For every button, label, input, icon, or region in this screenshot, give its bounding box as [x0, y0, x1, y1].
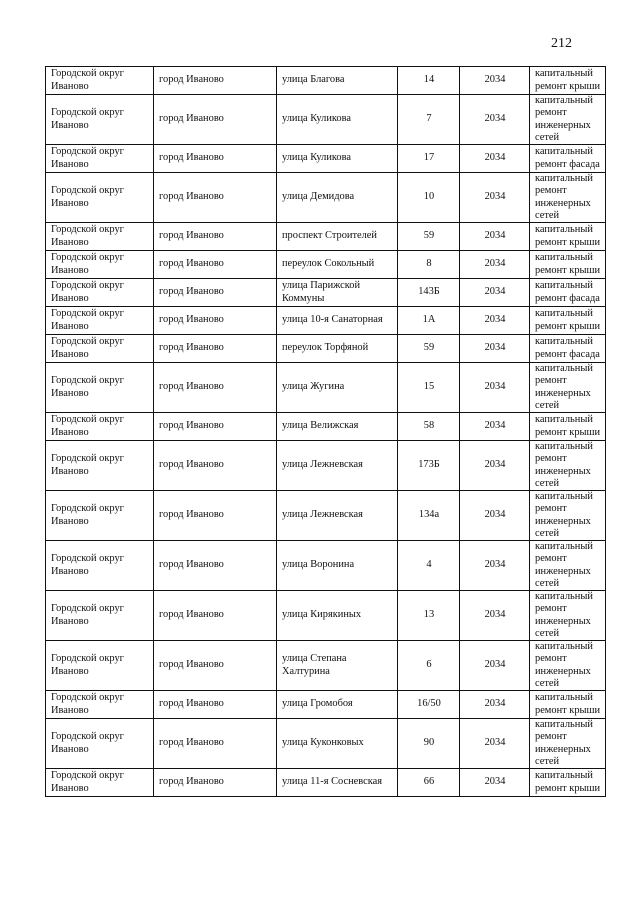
district-cell: Городской округ Иваново [46, 641, 154, 691]
house-number-cell: 58 [398, 413, 460, 441]
work-type-cell: капитальный ремонт инженерных сетей [530, 441, 606, 491]
year-cell: 2034 [460, 413, 530, 441]
work-type-cell: капитальный ремонт крыши [530, 223, 606, 251]
street-cell: улица Куликова [277, 145, 398, 173]
district-cell: Городской округ Иваново [46, 173, 154, 223]
district-cell: Городской округ Иваново [46, 307, 154, 335]
city-cell: город Иваново [154, 279, 277, 307]
house-number-cell: 7 [398, 95, 460, 145]
street-cell: улица Громобоя [277, 691, 398, 719]
city-cell: город Иваново [154, 145, 277, 173]
street-cell: улица Куликова [277, 95, 398, 145]
house-number-cell: 8 [398, 251, 460, 279]
street-cell: улица Лежневская [277, 491, 398, 541]
work-type-cell: капитальный ремонт фасада [530, 335, 606, 363]
street-cell: переулок Торфяной [277, 335, 398, 363]
work-type-cell: капитальный ремонт крыши [530, 769, 606, 797]
table-row [46, 173, 606, 223]
table-body [46, 67, 606, 797]
year-cell: 2034 [460, 641, 530, 691]
street-cell: улица Парижской Коммуны [277, 279, 398, 307]
house-number-cell: 15 [398, 363, 460, 413]
district-cell: Городской округ Иваново [46, 251, 154, 279]
district-cell: Городской округ Иваново [46, 145, 154, 173]
city-cell: город Иваново [154, 691, 277, 719]
street-cell: улица 10-я Санаторная [277, 307, 398, 335]
city-cell: город Иваново [154, 641, 277, 691]
district-cell: Городской округ Иваново [46, 719, 154, 769]
district-cell: Городской округ Иваново [46, 691, 154, 719]
table-row [46, 691, 606, 719]
district-cell: Городской округ Иваново [46, 541, 154, 591]
page-number: 212 [551, 36, 572, 51]
city-cell: город Иваново [154, 413, 277, 441]
year-cell: 2034 [460, 95, 530, 145]
district-cell: Городской округ Иваново [46, 363, 154, 413]
district-cell: Городской округ Иваново [46, 441, 154, 491]
year-cell: 2034 [460, 173, 530, 223]
house-number-cell: 6 [398, 641, 460, 691]
table-row [46, 307, 606, 335]
year-cell: 2034 [460, 363, 530, 413]
city-cell: город Иваново [154, 541, 277, 591]
work-type-cell: капитальный ремонт инженерных сетей [530, 591, 606, 641]
house-number-cell: 1А [398, 307, 460, 335]
house-number-cell: 10 [398, 173, 460, 223]
house-number-cell: 59 [398, 223, 460, 251]
work-type-cell: капитальный ремонт инженерных сетей [530, 363, 606, 413]
table-row [46, 363, 606, 413]
work-type-cell: капитальный ремонт инженерных сетей [530, 541, 606, 591]
street-cell: улица 11-я Сосневская [277, 769, 398, 797]
year-cell: 2034 [460, 335, 530, 363]
work-type-cell: капитальный ремонт крыши [530, 307, 606, 335]
table-row [46, 251, 606, 279]
street-cell: переулок Сокольный [277, 251, 398, 279]
year-cell: 2034 [460, 307, 530, 335]
table-row [46, 95, 606, 145]
year-cell: 2034 [460, 491, 530, 541]
street-cell: проспект Строителей [277, 223, 398, 251]
district-cell: Городской округ Иваново [46, 67, 154, 95]
table-row [46, 441, 606, 491]
year-cell: 2034 [460, 251, 530, 279]
year-cell: 2034 [460, 67, 530, 95]
work-type-cell: капитальный ремонт инженерных сетей [530, 173, 606, 223]
work-type-cell: капитальный ремонт крыши [530, 67, 606, 95]
house-number-cell: 90 [398, 719, 460, 769]
year-cell: 2034 [460, 279, 530, 307]
table-row [46, 541, 606, 591]
district-cell: Городской округ Иваново [46, 591, 154, 641]
district-cell: Городской округ Иваново [46, 491, 154, 541]
street-cell: улица Демидова [277, 173, 398, 223]
work-type-cell: капитальный ремонт крыши [530, 413, 606, 441]
house-number-cell: 173Б [398, 441, 460, 491]
house-number-cell: 143Б [398, 279, 460, 307]
city-cell: город Иваново [154, 441, 277, 491]
table-row [46, 491, 606, 541]
year-cell: 2034 [460, 591, 530, 641]
district-cell: Городской округ Иваново [46, 279, 154, 307]
street-cell: улица Воронина [277, 541, 398, 591]
table-row [46, 769, 606, 797]
house-number-cell: 16/50 [398, 691, 460, 719]
table-row [46, 719, 606, 769]
street-cell: улица Кирякиных [277, 591, 398, 641]
year-cell: 2034 [460, 145, 530, 173]
city-cell: город Иваново [154, 769, 277, 797]
table-row [46, 223, 606, 251]
street-cell: улица Лежневская [277, 441, 398, 491]
table-row [46, 413, 606, 441]
city-cell: город Иваново [154, 591, 277, 641]
city-cell: город Иваново [154, 719, 277, 769]
city-cell: город Иваново [154, 491, 277, 541]
table-row [46, 279, 606, 307]
house-number-cell: 13 [398, 591, 460, 641]
house-number-cell: 59 [398, 335, 460, 363]
house-number-cell: 4 [398, 541, 460, 591]
year-cell: 2034 [460, 541, 530, 591]
work-type-cell: капитальный ремонт инженерных сетей [530, 719, 606, 769]
house-number-cell: 17 [398, 145, 460, 173]
work-type-cell: капитальный ремонт крыши [530, 251, 606, 279]
work-type-cell: капитальный ремонт фасада [530, 279, 606, 307]
table-row [46, 591, 606, 641]
street-cell: улица Велижская [277, 413, 398, 441]
district-cell: Городской округ Иваново [46, 413, 154, 441]
city-cell: город Иваново [154, 335, 277, 363]
city-cell: город Иваново [154, 223, 277, 251]
district-cell: Городской округ Иваново [46, 335, 154, 363]
city-cell: город Иваново [154, 251, 277, 279]
district-cell: Городской округ Иваново [46, 95, 154, 145]
city-cell: город Иваново [154, 95, 277, 145]
year-cell: 2034 [460, 719, 530, 769]
year-cell: 2034 [460, 691, 530, 719]
year-cell: 2034 [460, 441, 530, 491]
work-type-cell: капитальный ремонт инженерных сетей [530, 95, 606, 145]
repair-schedule-table [45, 66, 606, 797]
table-row [46, 145, 606, 173]
street-cell: улица Благова [277, 67, 398, 95]
work-type-cell: капитальный ремонт инженерных сетей [530, 641, 606, 691]
work-type-cell: капитальный ремонт инженерных сетей [530, 491, 606, 541]
district-cell: Городской округ Иваново [46, 223, 154, 251]
work-type-cell: капитальный ремонт крыши [530, 691, 606, 719]
street-cell: улица Куконковых [277, 719, 398, 769]
table-row [46, 67, 606, 95]
table-row [46, 335, 606, 363]
street-cell: улица Жугина [277, 363, 398, 413]
table-row [46, 641, 606, 691]
city-cell: город Иваново [154, 307, 277, 335]
city-cell: город Иваново [154, 173, 277, 223]
city-cell: город Иваново [154, 363, 277, 413]
year-cell: 2034 [460, 223, 530, 251]
house-number-cell: 14 [398, 67, 460, 95]
house-number-cell: 66 [398, 769, 460, 797]
city-cell: город Иваново [154, 67, 277, 95]
year-cell: 2034 [460, 769, 530, 797]
district-cell: Городской округ Иваново [46, 769, 154, 797]
house-number-cell: 134а [398, 491, 460, 541]
street-cell: улица Степана Халтурина [277, 641, 398, 691]
work-type-cell: капитальный ремонт фасада [530, 145, 606, 173]
